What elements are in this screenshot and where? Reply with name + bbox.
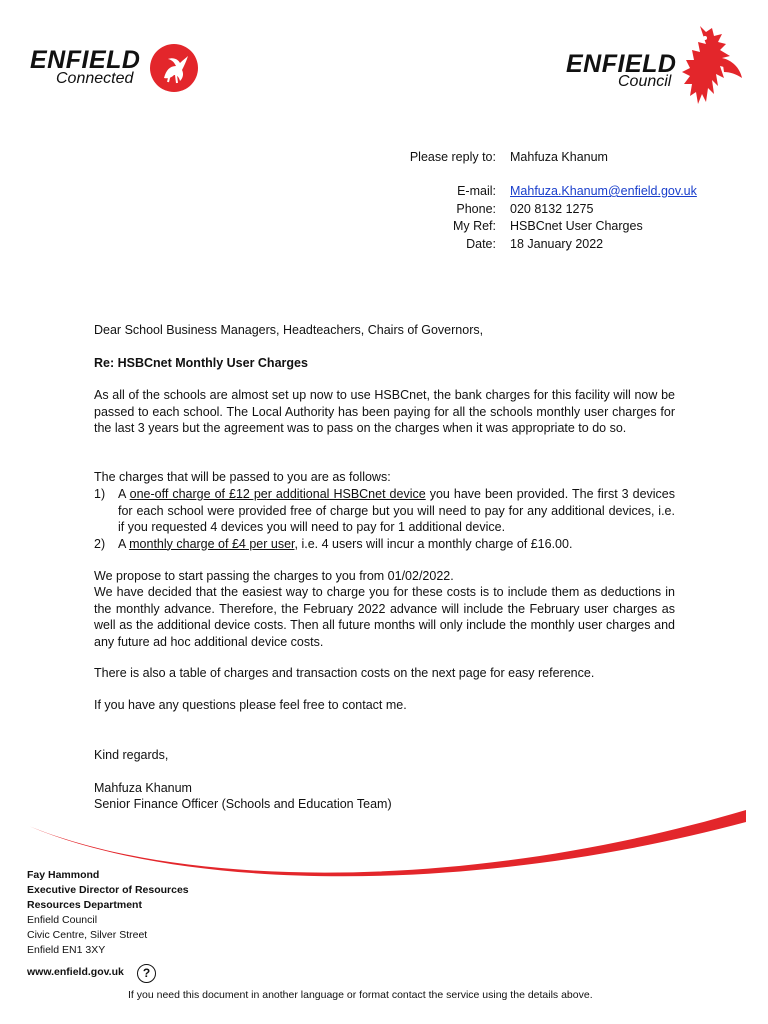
list-item-1-post: you have been provided. The first 3 devices for each school were provided free of charge but you will need to pay for any additional devices, i.e. if you requested 4 devices you will need to pay for 1 additional device.	[118, 487, 676, 534]
reply-label: Please reply to:	[409, 150, 496, 164]
dragon-icon	[678, 22, 746, 106]
help-icon	[137, 964, 156, 983]
signature-name: Mahfuza Khanum	[94, 781, 192, 795]
paragraph-intro: As all of the schools are almost set up now to use HSBCnet, the bank charges for this facility will now be passed to each school. The Local Authority has been paying for all the schools monthly user charges for the last 3 years but the agreement was to pass on the charges when it was appropriate to do so.	[94, 388, 675, 435]
paragraph-deductions: We have decided that the easiest way to charge you for these costs is to include them as deductions in the monthly advance. Therefore, the February 2022 advance will include the February user charges as well as the additional device costs. Then all future months will only include the monthly user charges and any future ad hoc additional device costs.	[94, 585, 675, 649]
dragon-circle-icon	[150, 44, 198, 92]
red-swoosh-divider	[0, 800, 768, 890]
phone-value: 020 8132 1275	[510, 202, 594, 216]
list-item-2-number: 2)	[94, 536, 106, 551]
footer-address-line2: Civic Centre, Silver Street	[27, 929, 148, 941]
email-label: E-mail:	[457, 184, 496, 198]
propose-start-date: We propose to start passing the charges to you from 01/02/2022.	[94, 569, 454, 583]
phone-label: Phone:	[456, 202, 496, 216]
footer-department: Resources Department	[27, 899, 142, 911]
logo-left-subtitle: Connected	[56, 70, 134, 87]
accessibility-note: If you need this document in another language or format contact the service using the details above.	[128, 989, 593, 1001]
list-item-2-post: , i.e. 4 users will incur a monthly charge of £16.00.	[294, 536, 573, 551]
email-link[interactable]: Mahfuza.Khanum@enfield.gov.uk	[510, 184, 697, 198]
list-item-1-pre: A	[118, 487, 130, 501]
ref-value: HSBCnet User Charges	[510, 219, 643, 233]
list-item-2-pre: A	[118, 536, 130, 551]
charges-list	[94, 486, 675, 552]
paragraph-table-reference: There is also a table of charges and transaction costs on the next page for easy reference.	[94, 666, 595, 680]
enfield-council-logo	[566, 22, 746, 106]
list-item-1-underlined: one-off charge of £12 per additional HSBCnet device	[129, 487, 426, 501]
paragraph-contact: If you have any questions please feel free to contact me.	[94, 698, 407, 712]
salutation: Dear School Business Managers, Headteachers, Chairs of Governors,	[94, 323, 484, 337]
list-item-1-number: 1)	[94, 487, 106, 501]
footer-address-line3: Enfield EN1 3XY	[27, 944, 106, 956]
logo-left-title: ENFIELD	[30, 46, 141, 74]
footer-address-line1: Enfield Council	[27, 914, 98, 926]
subject-line: Re: HSBCnet Monthly User Charges	[94, 356, 308, 370]
date-value: 18 January 2022	[510, 237, 604, 251]
signature-title: Senior Finance Officer (Schools and Education Team)	[94, 797, 392, 811]
logo-right-subtitle: Council	[618, 73, 672, 90]
list-item-2	[94, 536, 675, 553]
list-item-1	[94, 486, 675, 536]
logo-right-title: ENFIELD	[566, 50, 677, 78]
enfield-connected-logo	[30, 44, 202, 92]
help-symbol: ?	[142, 966, 151, 980]
footer-title: Executive Director of Resources	[27, 884, 189, 896]
charges-intro: The charges that will be passed to you are as follows:	[94, 470, 391, 484]
footer-name: Fay Hammond	[27, 869, 100, 881]
date-label: Date:	[466, 237, 496, 251]
reply-block	[0, 149, 768, 259]
closing: Kind regards,	[94, 748, 169, 762]
list-item-2-underlined: monthly charge of £4 per user	[129, 536, 295, 551]
reply-value: Mahfuza Khanum	[510, 150, 608, 164]
ref-label: My Ref:	[452, 219, 496, 233]
footer-website[interactable]: www.enfield.gov.uk	[27, 966, 124, 978]
